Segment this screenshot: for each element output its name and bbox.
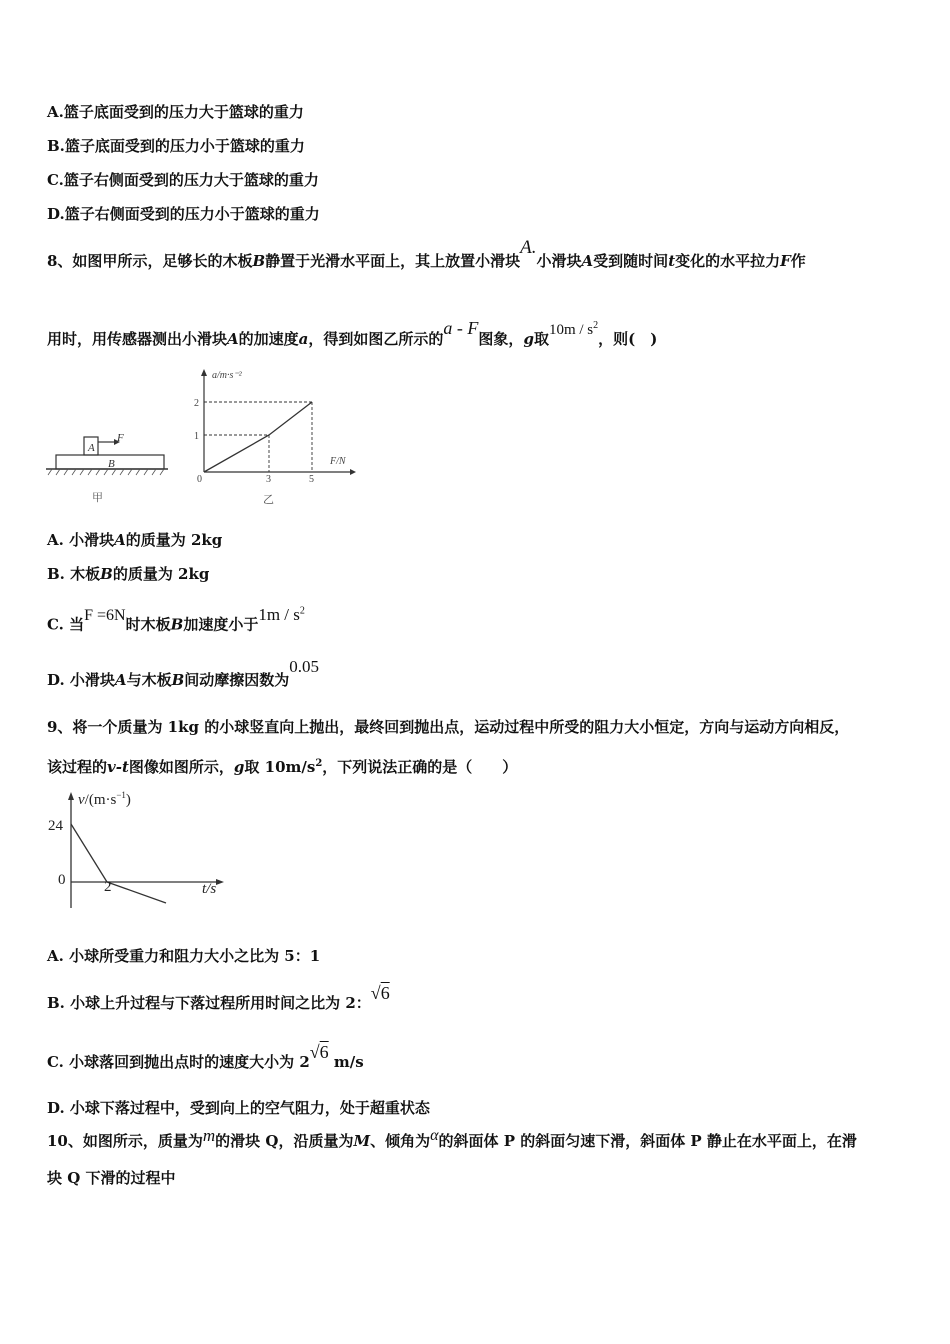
q8-var-t: t [668,252,676,270]
q8-opt-text: D. 小滑块 [47,671,115,689]
q8-opt-text: C. 当 [47,615,85,634]
q8-var-b: B [170,615,184,634]
t-axis-arrow [216,879,224,885]
q8-text: 图象， [478,330,524,348]
q8-opt-text: 的质量为 2kg [125,531,223,549]
q10-text: 的斜面体 P 的斜面匀速下滑，斜面体 P 静止在水平面上，在滑 [438,1132,857,1150]
q8-var-a: A [227,330,239,348]
q7-option-c: C.篮子右侧面受到的压力大于篮球的重力 [47,171,319,189]
q8-text: 小滑块 [536,252,582,270]
q8-opt-text: 与木板 [126,671,172,689]
x-tick-3: 3 [266,474,271,485]
q10-stem-line2: 块 Q 下滑的过程中 [47,1169,176,1187]
caption-yi: 乙 [263,494,274,506]
q8-option-d [47,657,320,690]
y-tick-2: 2 [194,398,199,409]
q10-var-bigm: M [353,1132,371,1150]
q8-option-c [47,604,305,636]
q9-var-g: g [233,758,245,776]
label-f: F [117,432,124,444]
x-tick-0: 0 [197,474,202,485]
q7-option-b: B.篮子底面受到的压力小于篮球的重力 [47,137,305,155]
q8-text: 取 [533,330,549,348]
q8-g-exp: 2 [593,320,599,331]
q8-var-b: B [100,565,113,583]
x-axis-arrow [350,469,356,475]
q8-var-a: A [581,252,594,270]
q8-opt-text: 时木板 [125,615,171,634]
q9-option-c [47,1042,364,1072]
q10-text: 的滑块 Q，沿质量为 [215,1132,354,1150]
q9-opt-text: m/s [333,1053,364,1071]
q9-vt-graph [46,786,236,916]
q9-exp: 2 [315,758,323,769]
q8-math-af: a - F [443,318,479,338]
up-segment [71,824,107,882]
q10-stem-line1 [47,1126,857,1152]
v-axis-label: $v/(m\cdot s^{-1})$ [78,790,131,808]
q9-opt-text: C. 小球落回到抛出点时的速度大小为 2 [47,1053,310,1071]
q8-text: 的加速度 [238,330,299,348]
q8-opt-text: 间动摩擦因数为 [184,671,290,689]
y-axis-arrow [201,369,207,376]
t-tick-2: 2 [104,879,112,895]
q8-var-f: F [780,252,791,270]
q8-var-g: g [523,330,534,348]
q8-text: 8、如图甲所示，足够长的木板 [47,252,253,270]
q10-var-m: m [202,1126,216,1145]
q10-var-alpha: α [430,1127,439,1144]
y-axis-label: a/m·s⁻² [212,370,242,381]
q8-option-b [47,564,209,584]
v-axis-arrow [68,792,74,800]
down-segment [107,882,166,903]
q8-var-b: B [252,252,266,270]
q9-text: 取 10m/s [244,758,316,776]
x-tick-5: 5 [309,474,314,485]
q8-text: ，得到如图乙所示的 [308,330,444,348]
q10-text: 、倾角为 [370,1132,431,1150]
q9-option-a: A. 小球所受重力和阻力大小之比为 5：1 [47,947,321,965]
q8-text: ，则( ) [598,330,658,348]
q9-stem-line2 [47,754,517,777]
q8-figure-jia [44,425,174,505]
sqrt6-c: √6 [309,1042,329,1062]
q8-text: 静置于光滑水平面上，其上放置小滑块 [265,252,521,270]
q8-math-mu: 0.05 [289,657,320,676]
v-unit: /(m·s [84,792,117,808]
q8-opt-text: 加速度小于 [183,615,259,634]
sqrt6-b: √6 [370,983,390,1003]
caption-jia: 甲 [92,492,103,504]
q9-text: ，下列说法正确的是（ ） [322,758,518,776]
label-a: A [88,442,95,454]
q8-var-a: A [114,671,127,689]
q8-g-value: 10m / s [548,322,594,338]
q8-math-exp: 2 [299,605,305,616]
q8-text: 变化的水平拉力 [675,252,781,270]
q8-opt-text: 的质量为 2kg [112,565,210,583]
v-tick-24: 24 [48,818,63,834]
q9-stem-line1: 9、将一个质量为 1kg 的小球竖直向上抛出，最终回到抛出点，运动过程中所受的阻力大小恒定，方向与运动方向相反， [47,718,850,736]
x-axis-label: F/N [330,456,346,467]
y-tick-1: 1 [194,431,199,442]
q8-math-accel: 1m / s [258,604,300,624]
q8-figure-yi [190,366,360,508]
q9-text: 该过程的 [47,758,108,776]
q8-opt-text: A. 小滑块 [47,531,115,549]
q8-math-f6n: F =6N [84,606,126,624]
q8-math-a: A. [520,237,537,258]
label-b: B [108,458,115,470]
q8-var-accel: a [298,330,309,348]
q9-option-d: D. 小球下落过程中，受到向上的空气阻力，处于超重状态 [47,1099,430,1117]
q8-option-a [47,530,222,550]
q8-text: 受到随时间 [593,252,669,270]
q8-stem-line1 [47,237,806,271]
q8-stem-line2 [47,318,658,350]
q7-option-a: A.篮子底面受到的压力大于篮球的重力 [47,103,304,121]
q7-option-d: D.篮子右侧面受到的压力小于篮球的重力 [47,205,320,223]
sqrt6-c-value: 6 [319,1042,329,1062]
q9-text: 图像如图所示， [128,758,234,776]
q8-var-b: B [171,671,185,689]
ground-hatch [48,469,164,475]
t-axis-label: t/s [202,881,217,897]
sqrt6-b-value: 6 [380,983,390,1003]
q8-opt-text: B. 木板 [47,565,101,583]
q9-opt-text: B. 小球上升过程与下落过程所用时间之比为 2： [47,994,371,1012]
q10-text: 10、如图所示，质量为 [47,1132,203,1150]
q8-text: 用时，用传感器测出小滑块 [47,330,228,348]
q8-text: 作 [790,252,806,270]
q8-var-a: A [114,531,126,549]
q9-var-vt: v-t [107,758,129,776]
q9-option-b [47,983,390,1013]
origin-label: 0 [58,872,66,888]
a-f-line [204,402,312,472]
